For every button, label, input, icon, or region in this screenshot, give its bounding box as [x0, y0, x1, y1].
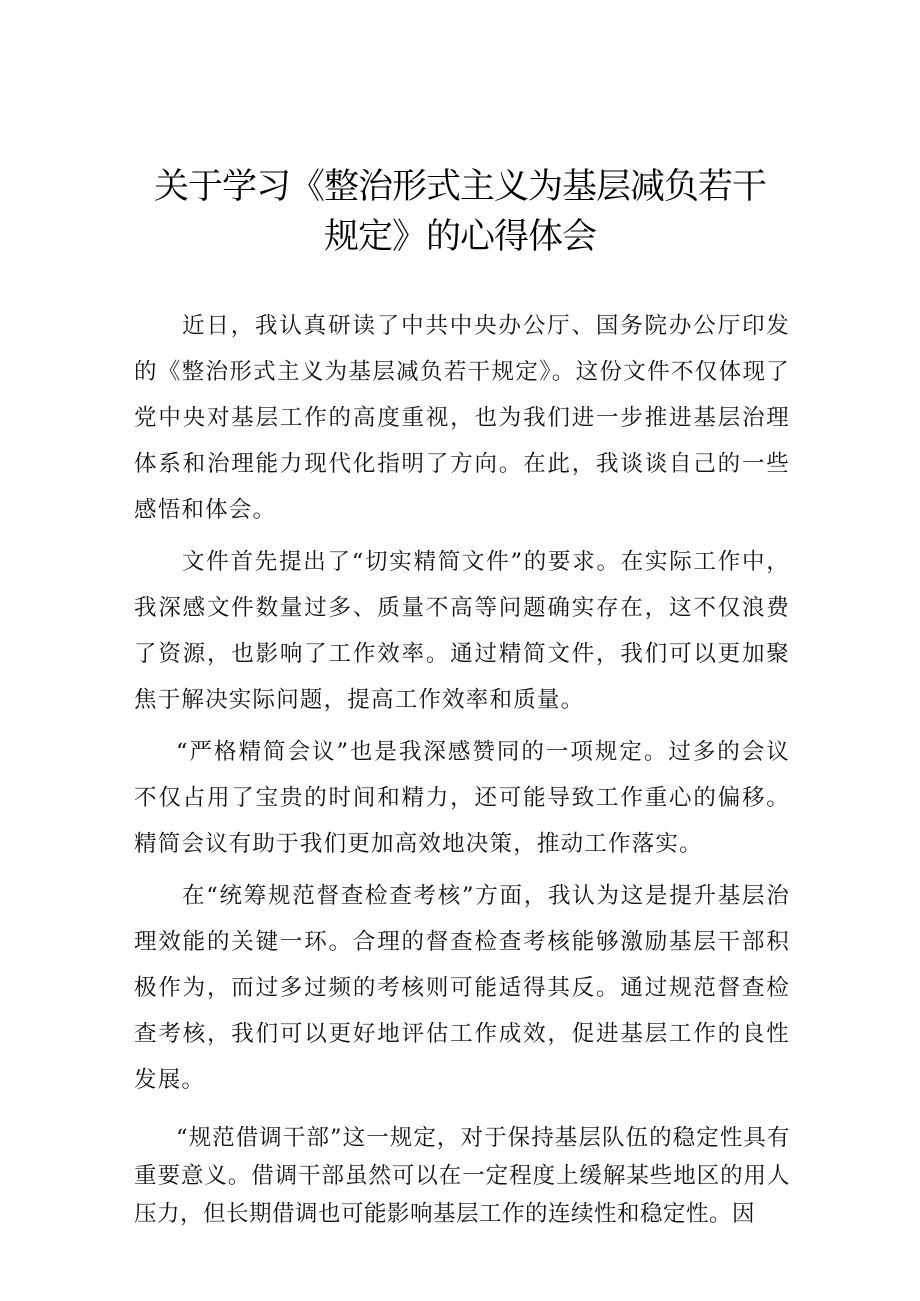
paragraph-5: “规范借调干部”这一规定，对于保持基层队伍的稳定性具有重要意义。借调干部虽然可以在一定程度上缓解某些地区的用人压力，但长期借调也可能影响基层工作的连续性和稳定性。因: [134, 1125, 790, 1227]
title-line-1: 关于学习《整治形式主义为基层减负若干: [153, 167, 766, 207]
paragraph-3: “严格精简会议”也是我深感赞同的一项规定。过多的会议不仅占用了宝贵的时间和精力，还可能导致工作重心的偏移。精简会议有助于我们更加高效地决策，推动工作落实。: [134, 739, 790, 857]
paragraph-1: 近日，我认真研读了中共中央办公厅、国务院办公厅印发的《整治形式主义为基层减负若干规定》。这份文件不仅体现了党中央对基层工作的高度重视，也为我们进一步推进基层治理体系和治理能力现代化指明了方向。在此，我谈谈自己的一些感悟和体会。: [134, 313, 790, 523]
paragraph-4: 在“统筹规范督查检查考核”方面，我认为这是提升基层治理效能的关键一环。合理的督查检查考核能够激励基层干部积极作为，而过多过频的考核则可能适得其反。通过规范督查检查考核，我们可以更好地评估工作成效，促进基层工作的良性发展。: [134, 883, 790, 1093]
document-body: [134, 303, 790, 1233]
title-line-2: 规定》的心得体会: [323, 217, 596, 257]
paragraph-2: 文件首先提出了“切实精简文件”的要求。在实际工作中，我深感文件数量过多、质量不高等问题确实存在，这不仅浪费了资源，也影响了工作效率。通过精简文件，我们可以更加聚焦于解决实际问题，提高工作效率和质量。: [134, 549, 790, 713]
document-title: [100, 162, 820, 262]
